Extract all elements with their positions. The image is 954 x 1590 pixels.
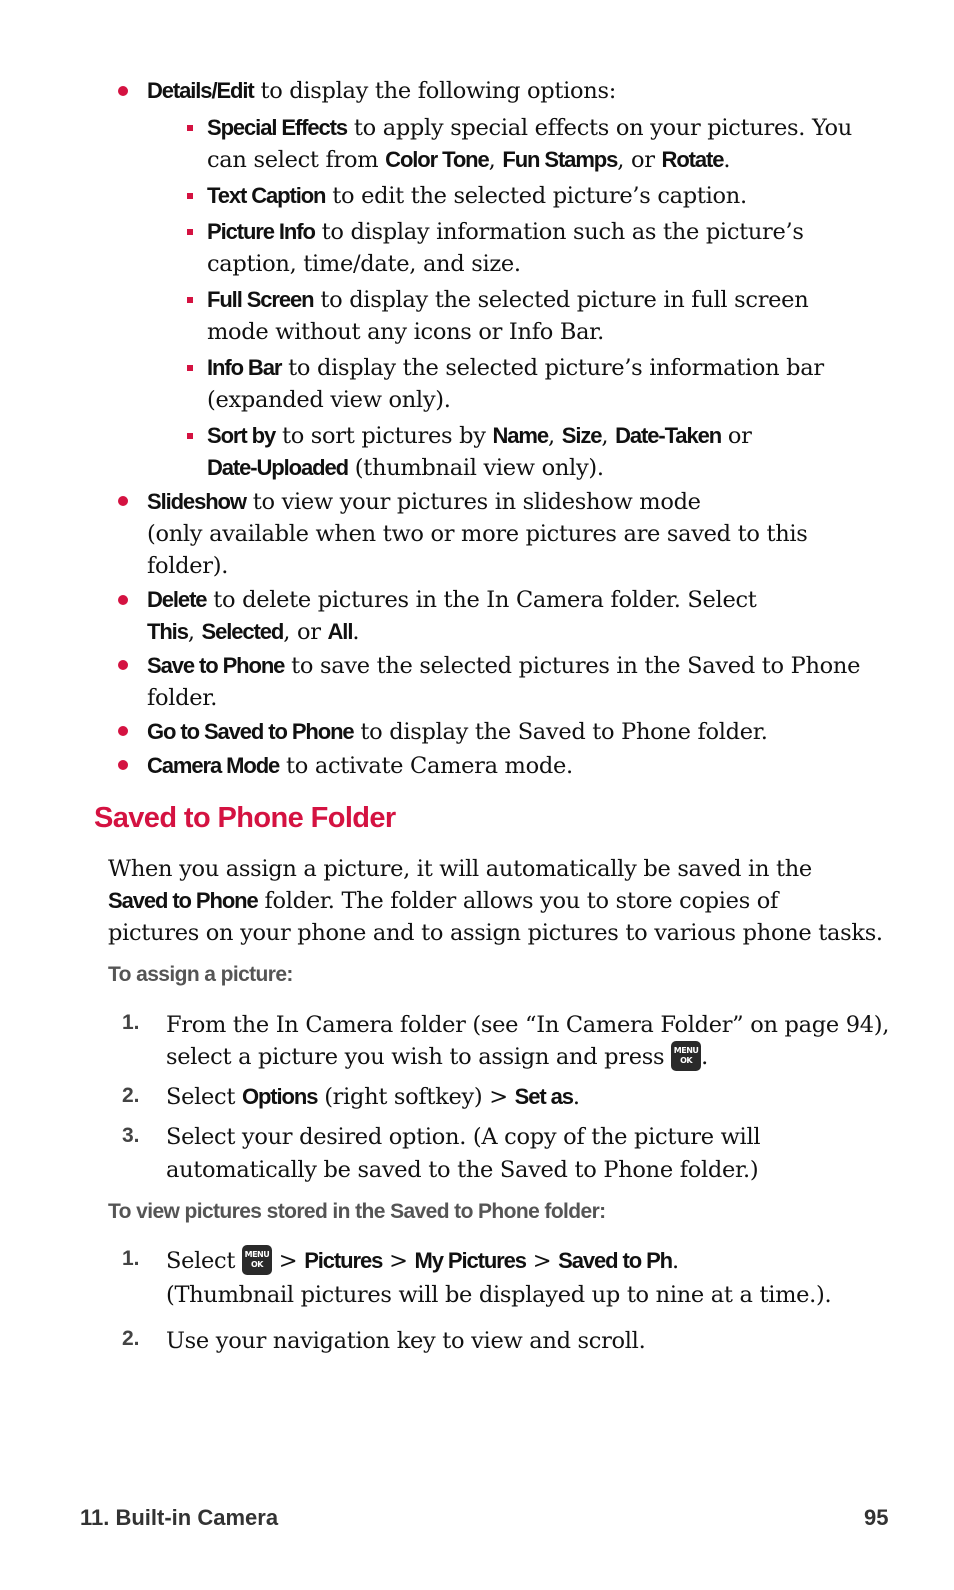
menu-ok-key-icon: MENU OK — [671, 1041, 701, 1071]
assign-step3-line2: automatically be saved to the Saved to Phone folder.) — [166, 1157, 759, 1183]
sub-bullet-square — [187, 433, 193, 439]
bullet-save-to-phone-cont: folder. — [147, 685, 218, 711]
sub-bullet-picture-info: Picture Info to display information such as the picture’s — [207, 219, 804, 245]
bullet-slideshow-cont2: folder). — [147, 553, 229, 579]
section-intro-line2: Saved to Phone folder. The folder allows you to store copies of — [108, 888, 779, 914]
view-heading: To view pictures stored in the Saved to Phone folder: — [108, 1200, 606, 1223]
section-intro-line1: When you assign a picture, it will automatically be saved in the — [108, 856, 812, 882]
sub-bullet-square — [187, 193, 193, 199]
sub-bullet-square — [187, 125, 193, 131]
sub-bullet-sort-by: Sort by to sort pictures by Name, Size, Date-Taken or — [207, 423, 752, 449]
sub-bullet-square — [187, 297, 193, 303]
sub-bullet-info-bar-cont: (expanded view only). — [207, 387, 451, 413]
sub-bullet-info-bar: Info Bar to display the selected picture’s information bar — [207, 355, 824, 381]
view-step1-line1: Select MENU OK > Pictures > My Pictures > Saved to Ph. — [166, 1245, 679, 1277]
section-intro-line3: pictures on your phone and to assign pictures to various phone tasks. — [108, 920, 883, 946]
assign-step1-line1: From the In Camera folder (see “In Camera Folder” on page 94), — [166, 1012, 890, 1038]
bullet-save-to-phone: Save to Phone to save the selected pictures in the Saved to Phone — [147, 653, 861, 679]
section-title: Saved to Phone Folder — [94, 802, 396, 834]
sub-bullet-full-screen: Full Screen to display the selected picture in full screen — [207, 287, 809, 313]
footer-chapter: 11. Built-in Camera — [80, 1505, 279, 1530]
sub-bullet-special-effects: Special Effects to apply special effects on your pictures. You — [207, 115, 852, 141]
menu-ok-key-icon: MENU OK — [242, 1245, 272, 1275]
step-number: 2. — [122, 1084, 140, 1107]
bullet-go-to-saved: Go to Saved to Phone to display the Saved to Phone folder. — [147, 719, 768, 745]
assign-step3-line1: Select your desired option. (A copy of the picture will — [166, 1124, 761, 1150]
sub-bullet-sort-by-cont: Date-Uploaded (thumbnail view only). — [207, 455, 604, 481]
bullet-slideshow-cont: (only available when two or more pictures are saved to this — [147, 521, 808, 547]
bullet-dot — [118, 726, 128, 736]
bullet-details-edit: Details/Edit to display the following options: — [147, 78, 616, 104]
bullet-dot — [118, 496, 128, 506]
bullet-dot — [118, 660, 128, 670]
sub-bullet-full-screen-cont: mode without any icons or Info Bar. — [207, 319, 605, 345]
assign-heading: To assign a picture: — [108, 963, 293, 986]
step-number: 2. — [122, 1327, 140, 1350]
assign-step1-line2: select a picture you wish to assign and press MENU OK . — [166, 1041, 708, 1073]
bullet-camera-mode: Camera Mode to activate Camera mode. — [147, 753, 573, 779]
bullet-delete-cont: This, Selected, or All. — [147, 619, 360, 645]
bullet-dot — [118, 760, 128, 770]
view-step2: Use your navigation key to view and scroll. — [166, 1328, 646, 1354]
bullet-dot — [118, 595, 128, 605]
assign-step2: Select Options (right softkey) > Set as. — [166, 1084, 580, 1110]
footer-page-number: 95 — [864, 1505, 889, 1530]
step-number: 1. — [122, 1247, 140, 1270]
sub-bullet-special-effects-cont: can select from Color Tone, Fun Stamps, or Rotate. — [207, 147, 731, 173]
step-number: 3. — [122, 1124, 140, 1147]
bullet-dot — [118, 86, 128, 96]
sub-bullet-square — [187, 365, 193, 371]
sub-bullet-picture-info-cont: caption, time/date, and size. — [207, 251, 521, 277]
sub-bullet-square — [187, 229, 193, 235]
step-number: 1. — [122, 1011, 140, 1034]
bullet-delete: Delete to delete pictures in the In Camera folder. Select — [147, 587, 757, 613]
sub-bullet-text-caption: Text Caption to edit the selected picture’s caption. — [207, 183, 747, 209]
view-step1-line2: (Thumbnail pictures will be displayed up to nine at a time.). — [166, 1282, 832, 1308]
bullet-slideshow: Slideshow to view your pictures in slideshow mode — [147, 489, 701, 515]
